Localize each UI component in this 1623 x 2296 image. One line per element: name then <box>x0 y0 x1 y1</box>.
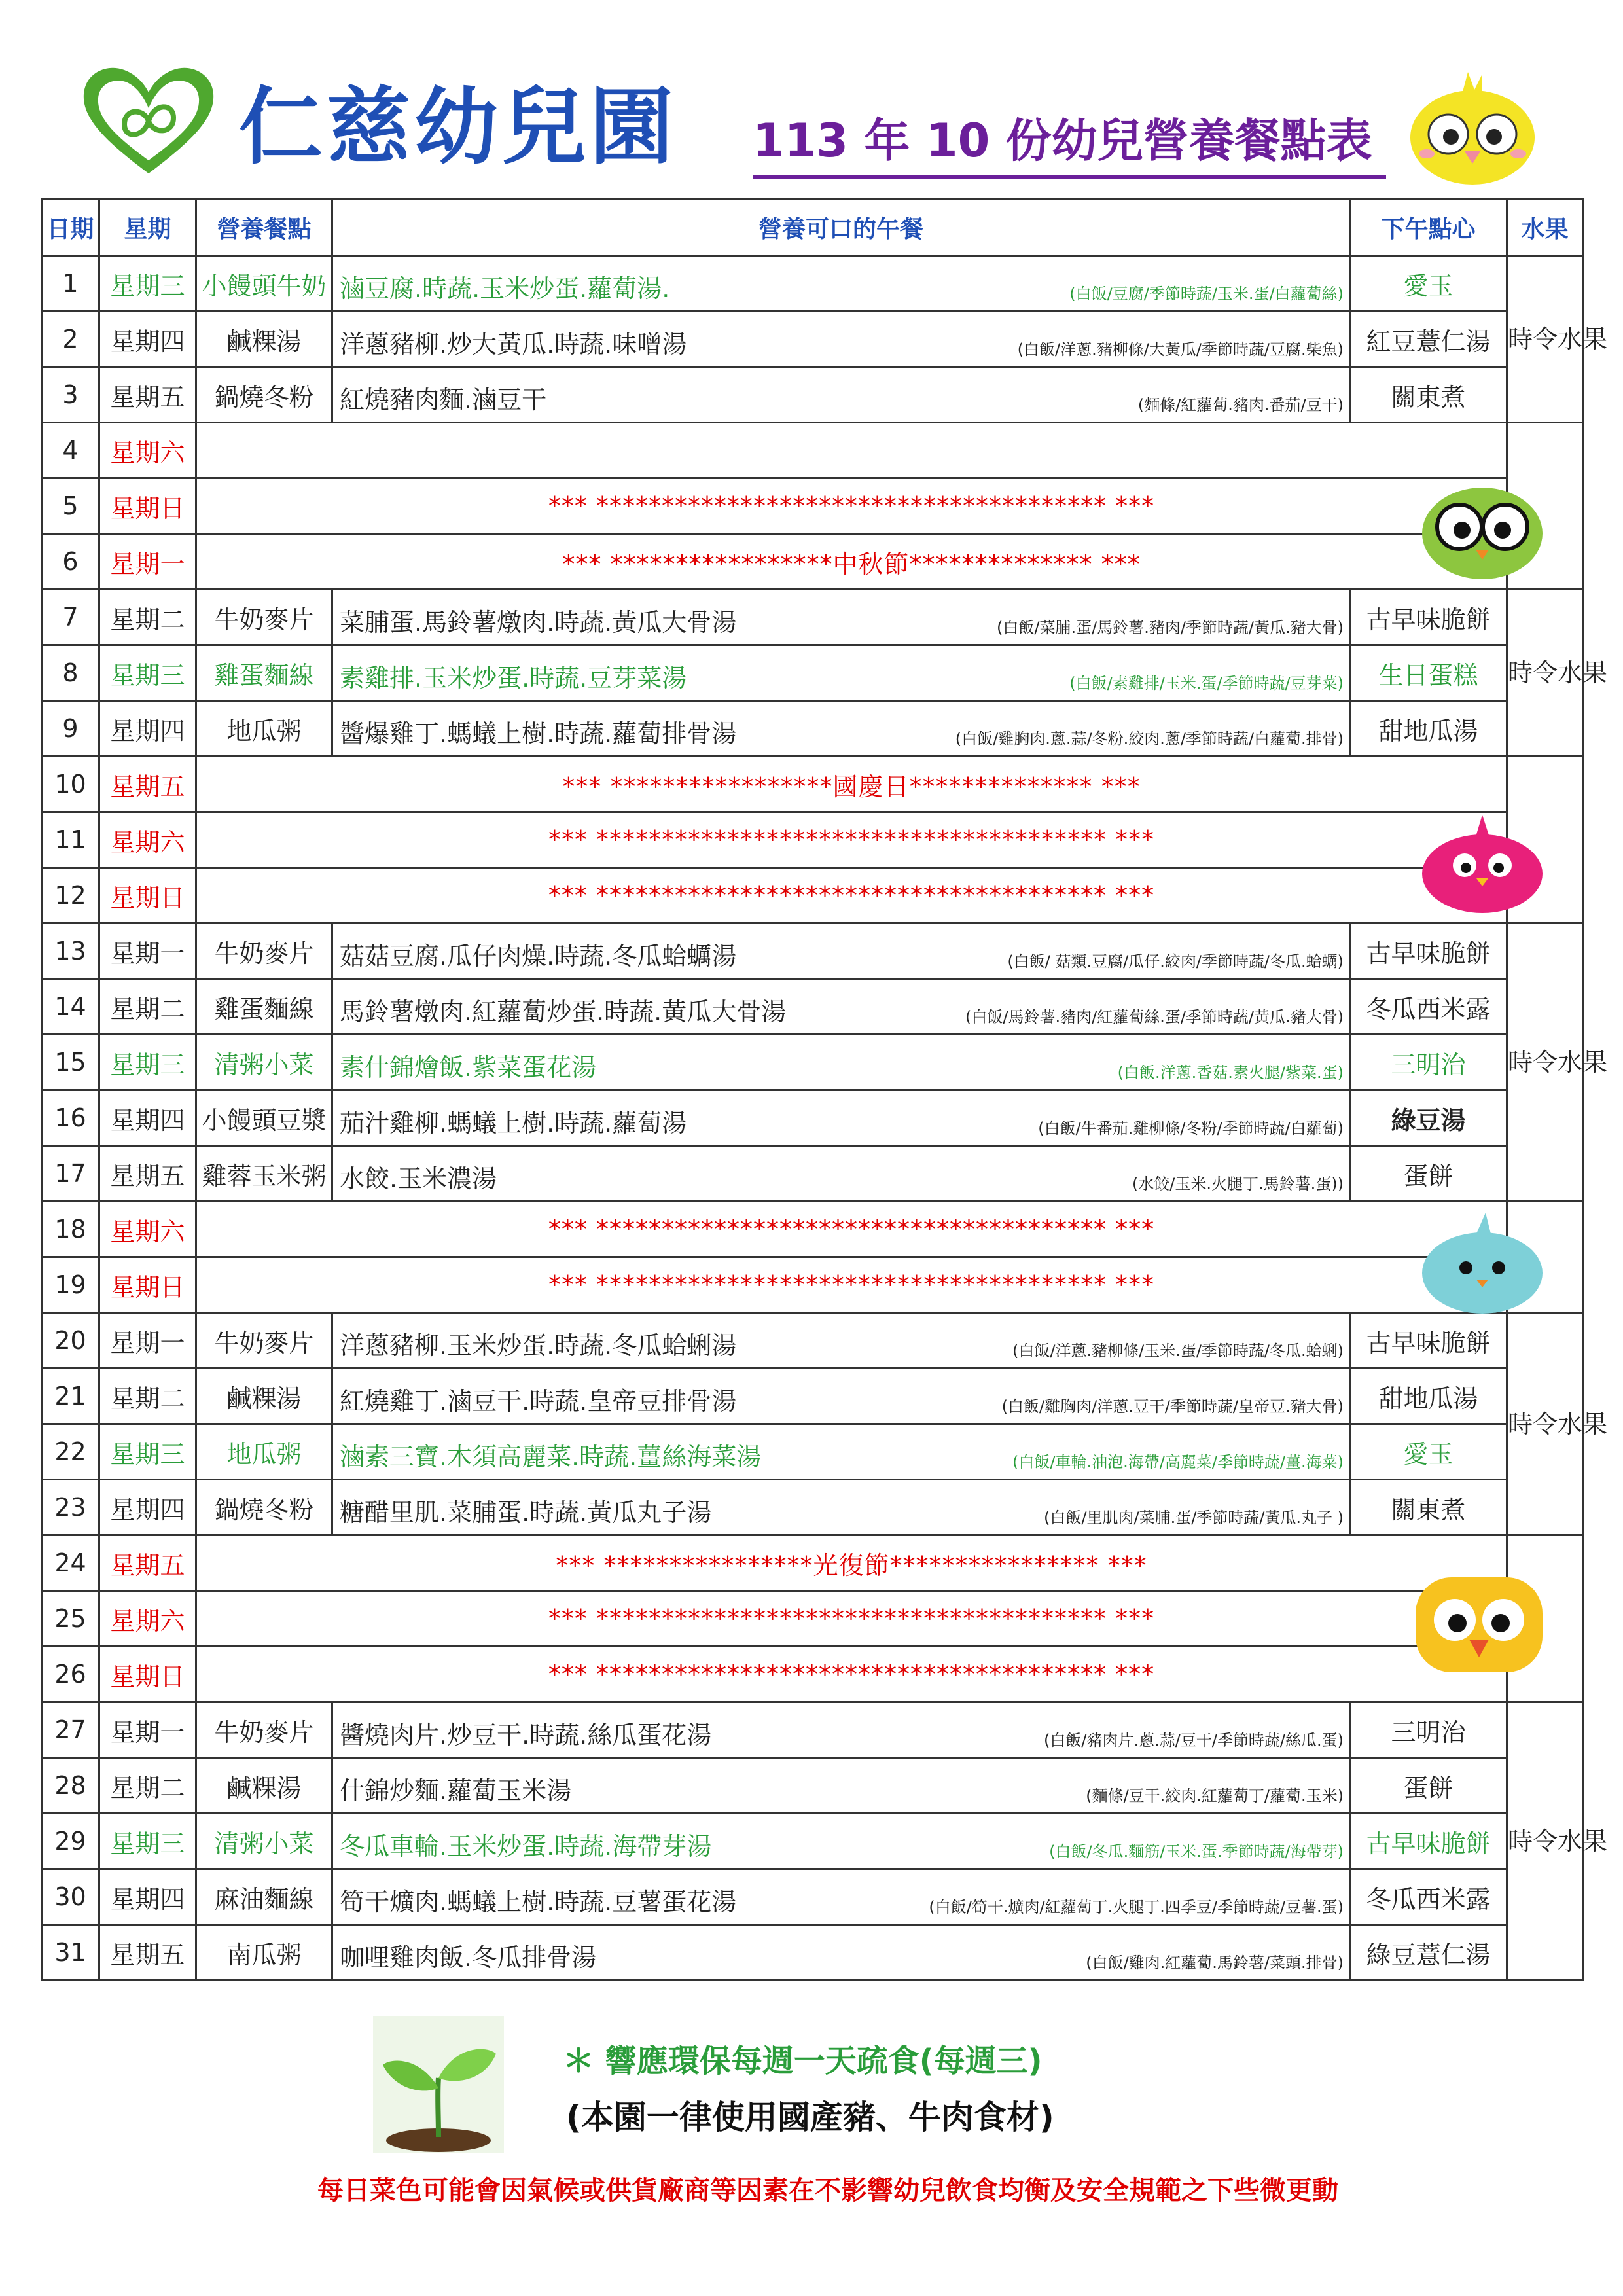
weekday-cell: 星期三 <box>99 256 196 312</box>
lunch-cell <box>332 1869 1350 1925</box>
lunch-cell <box>332 1146 1350 1202</box>
lunch-ingredients-note: (白飯/洋蔥.豬柳條/玉米.蛋/季節時蔬/冬瓜.蛤蜊) <box>1012 1342 1344 1360</box>
menu-title: 113 年 10 份幼兒營養餐點表 <box>753 114 1372 168</box>
date-cell: 29 <box>42 1814 99 1869</box>
breakfast-dish-cell: 鹹粿湯 <box>196 312 332 367</box>
table-row <box>42 1869 1583 1925</box>
weekday-cell: 星期六 <box>99 423 196 478</box>
header <box>0 0 1623 196</box>
breakfast-dish-cell: 小饅頭豆漿 <box>196 1090 332 1146</box>
lunch-menu-text: 冬瓜車輪.玉米炒蛋.時蔬.海帶芽湯 <box>340 1832 712 1861</box>
table-row <box>42 256 1583 312</box>
lunch-cell <box>332 367 1350 423</box>
weekday-cell: 星期四 <box>99 1090 196 1146</box>
breakfast-dish-cell: 牛奶麥片 <box>196 1313 332 1369</box>
date-cell: 26 <box>42 1647 99 1702</box>
breakfast-dish-cell: 鍋燒冬粉 <box>196 367 332 423</box>
weekday-cell: 星期一 <box>99 1313 196 1369</box>
holiday-cell: *** *************************************** *** <box>196 1202 1507 1257</box>
lunch-menu-text: 滷豆腐.時蔬.玉米炒蛋.蘿蔔湯. <box>340 274 670 303</box>
table-row <box>42 868 1583 924</box>
col-header-weekday: 星期 <box>99 199 196 256</box>
lunch-ingredients-note: (白飯/ 菇類.豆腐/瓜仔.絞肉/季節時蔬/冬瓜.蛤蠣) <box>1007 952 1344 971</box>
fruit-cell: 時令水果 <box>1507 1313 1583 1535</box>
snack-cell: 甜地瓜湯 <box>1350 701 1507 757</box>
fruit-cell: 時令水果 <box>1507 256 1583 423</box>
table-row <box>42 757 1583 812</box>
lunch-ingredients-note: (水餃/玉米.火腿丁.馬鈴薯.蛋)) <box>1132 1175 1344 1193</box>
date-cell: 28 <box>42 1758 99 1814</box>
breakfast-dish-cell: 清粥小菜 <box>196 1814 332 1869</box>
date-cell: 23 <box>42 1480 99 1535</box>
lunch-cell <box>332 645 1350 701</box>
weekday-cell: 星期日 <box>99 1257 196 1313</box>
lunch-ingredients-note: (白飯/筍干.爌肉/紅蘿蔔丁.火腿丁.四季豆/季節時蔬/豆薯.蛋) <box>929 1898 1344 1916</box>
weekday-cell: 星期一 <box>99 924 196 979</box>
lunch-ingredients-note: (白飯/素雞排/玉米.蛋/季節時蔬/豆芽菜) <box>1069 674 1344 692</box>
green-owl-icon <box>1414 471 1551 583</box>
snack-cell: 三明治 <box>1350 1035 1507 1090</box>
lunch-menu-text: 滷素三寶.木須高麗菜.時蔬.薑絲海菜湯 <box>340 1443 762 1471</box>
table-row <box>42 1814 1583 1869</box>
snack-cell: 古早味脆餅 <box>1350 924 1507 979</box>
empty-fruit-cell <box>1507 757 1583 812</box>
snack-cell: 紅豆薏仁湯 <box>1350 312 1507 367</box>
weekday-cell: 星期五 <box>99 367 196 423</box>
date-cell: 31 <box>42 1925 99 1981</box>
weekday-cell: 星期六 <box>99 812 196 868</box>
date-cell: 1 <box>42 256 99 312</box>
lunch-menu-text: 紅燒豬肉麵.滷豆干 <box>340 386 547 414</box>
lunch-cell <box>332 1814 1350 1869</box>
fruit-cell: 時令水果 <box>1507 924 1583 1202</box>
weekday-cell: 星期五 <box>99 1535 196 1591</box>
weekday-cell: 星期日 <box>99 478 196 534</box>
date-cell: 5 <box>42 478 99 534</box>
lunch-ingredients-note: (麵條/豆干.絞肉.紅蘿蔔丁/蘿蔔.玉米) <box>1086 1787 1344 1805</box>
table-row <box>42 1313 1583 1369</box>
col-header-lunch: 營養可口的午餐 <box>332 199 1350 256</box>
lunch-ingredients-note: (白飯/馬鈴薯.豬肉/紅蘿蔔絲.蛋/季節時蔬/黃瓜.豬大骨) <box>965 1008 1344 1026</box>
empty-fruit-cell <box>1507 423 1583 478</box>
lunch-ingredients-note: (白飯/菜脯.蛋/馬鈴薯.豬肉/季節時蔬/黃瓜.豬大骨) <box>997 619 1344 637</box>
table-row <box>42 1480 1583 1535</box>
snack-cell: 古早味脆餅 <box>1350 1814 1507 1869</box>
holiday-cell: *** *************************************** *** <box>196 1647 1507 1702</box>
lunch-menu-text: 什錦炒麵.蘿蔔玉米湯 <box>340 1776 572 1805</box>
breakfast-dish-cell: 清粥小菜 <box>196 1035 332 1090</box>
snack-cell: 蛋餅 <box>1350 1758 1507 1814</box>
vegetarian-note: ＊ 響應環保每週一天疏食(每週三) <box>563 2043 1043 2079</box>
breakfast-dish-cell: 雞蛋麵線 <box>196 979 332 1035</box>
lunch-cell <box>332 979 1350 1035</box>
weekday-cell: 星期五 <box>99 757 196 812</box>
fruit-cell: 時令水果 <box>1507 590 1583 757</box>
table-row <box>42 1758 1583 1814</box>
lunch-cell <box>332 1480 1350 1535</box>
weekday-cell: 星期五 <box>99 1146 196 1202</box>
heart-logo-icon <box>79 62 219 177</box>
lunch-cell <box>332 1035 1350 1090</box>
lunch-cell <box>332 924 1350 979</box>
date-cell: 11 <box>42 812 99 868</box>
date-cell: 9 <box>42 701 99 757</box>
school-name: 仁慈幼兒園 <box>239 79 678 176</box>
lunch-menu-text: 筍干爌肉.螞蟻上樹.時蔬.豆薯蛋花湯 <box>340 1888 737 1916</box>
date-cell: 25 <box>42 1591 99 1647</box>
date-cell: 4 <box>42 423 99 478</box>
date-cell: 6 <box>42 534 99 590</box>
table-row <box>42 1925 1583 1981</box>
yellow-chick-icon <box>1391 69 1554 190</box>
date-cell: 15 <box>42 1035 99 1090</box>
weekday-cell: 星期一 <box>99 1702 196 1758</box>
weekday-cell: 星期一 <box>99 534 196 590</box>
col-header-dish: 營養餐點 <box>196 199 332 256</box>
date-cell: 27 <box>42 1702 99 1758</box>
lunch-menu-text: 素雞排.玉米炒蛋.時蔬.豆芽菜湯 <box>340 664 687 692</box>
table-row <box>42 312 1583 367</box>
lunch-menu-text: 素什錦燴飯.紫菜蛋花湯 <box>340 1053 597 1082</box>
menu-change-disclaimer: 每日菜色可能會因氣候或供貨廠商等因素在不影響幼兒飲食均衡及安全規範之下些微更動 <box>317 2176 1338 2206</box>
table-row <box>42 1257 1583 1313</box>
lunch-ingredients-note: (白飯/豬肉片.蔥.蒜/豆干/季節時蔬/絲瓜.蛋) <box>1044 1731 1344 1749</box>
lunch-menu-text: 洋蔥豬柳.玉米炒蛋.時蔬.冬瓜蛤蜊湯 <box>340 1331 737 1360</box>
fruit-cell: 時令水果 <box>1507 1702 1583 1981</box>
snack-cell: 三明治 <box>1350 1702 1507 1758</box>
lunch-cell <box>332 1369 1350 1424</box>
table-row <box>42 1647 1583 1702</box>
snack-cell: 古早味脆餅 <box>1350 1313 1507 1369</box>
snack-cell: 關東煮 <box>1350 367 1507 423</box>
weekday-cell: 星期四 <box>99 1869 196 1925</box>
breakfast-dish-cell: 南瓜粥 <box>196 1925 332 1981</box>
table-row <box>42 478 1583 534</box>
weekday-cell: 星期三 <box>99 1424 196 1480</box>
weekday-cell: 星期四 <box>99 312 196 367</box>
holiday-cell: *** *****************國慶日************** *** <box>196 757 1507 812</box>
table-row <box>42 1090 1583 1146</box>
date-cell: 20 <box>42 1313 99 1369</box>
lunch-cell <box>332 1925 1350 1981</box>
lunch-menu-text: 咖哩雞肉飯.冬瓜排骨湯 <box>340 1943 597 1972</box>
lunch-cell <box>332 1702 1350 1758</box>
lunch-cell <box>332 701 1350 757</box>
date-cell: 7 <box>42 590 99 645</box>
table-row <box>42 1591 1583 1647</box>
lunch-menu-text: 醬爆雞丁.螞蟻上樹.時蔬.蘿蔔排骨湯 <box>340 719 737 748</box>
weekday-cell: 星期二 <box>99 1369 196 1424</box>
holiday-cell: *** *************************************** *** <box>196 1257 1507 1313</box>
date-cell: 2 <box>42 312 99 367</box>
lunch-cell <box>332 1313 1350 1369</box>
lunch-cell <box>332 1090 1350 1146</box>
snack-cell: 綠豆湯 <box>1350 1090 1507 1146</box>
orange-bird-icon <box>1404 1558 1554 1679</box>
date-cell: 30 <box>42 1869 99 1925</box>
breakfast-dish-cell: 地瓜粥 <box>196 701 332 757</box>
blue-bird-icon <box>1414 1208 1551 1316</box>
table-row <box>42 812 1583 868</box>
weekday-cell: 星期二 <box>99 590 196 645</box>
breakfast-dish-cell: 牛奶麥片 <box>196 924 332 979</box>
table-row <box>42 423 1583 478</box>
weekday-cell: 星期五 <box>99 1925 196 1981</box>
snack-cell: 冬瓜西米露 <box>1350 1869 1507 1925</box>
snack-cell: 愛玉 <box>1350 256 1507 312</box>
table-row <box>42 1424 1583 1480</box>
table-row <box>42 534 1583 590</box>
breakfast-dish-cell: 牛奶麥片 <box>196 590 332 645</box>
holiday-cell: *** *************************************** *** <box>196 478 1507 534</box>
table-row <box>42 1702 1583 1758</box>
lunch-ingredients-note: (白飯/雞胸肉/洋蔥.豆干/季節時蔬/皇帝豆.豬大骨) <box>1001 1397 1344 1416</box>
table-row <box>42 1035 1583 1090</box>
weekday-cell: 星期三 <box>99 1814 196 1869</box>
date-cell: 18 <box>42 1202 99 1257</box>
lunch-ingredients-note: (白飯/雞胸肉.蔥.蒜/冬粉.絞肉.蔥/季節時蔬/白蘿蔔.排骨) <box>955 730 1344 748</box>
table-row <box>42 924 1583 979</box>
lunch-ingredients-note: (白飯/車輪.油泡.海帶/高麗菜/季節時蔬/薑.海菜) <box>1012 1453 1344 1471</box>
date-cell: 14 <box>42 979 99 1035</box>
weekday-cell: 星期三 <box>99 645 196 701</box>
weekday-cell: 星期四 <box>99 701 196 757</box>
date-cell: 12 <box>42 868 99 924</box>
col-header-fruit: 水果 <box>1507 199 1583 256</box>
holiday-cell <box>196 423 1507 478</box>
sprout-icon <box>373 2016 504 2153</box>
table-row <box>42 701 1583 757</box>
lunch-menu-text: 醬燒肉片.炒豆干.時蔬.絲瓜蛋花湯 <box>340 1721 712 1749</box>
date-cell: 24 <box>42 1535 99 1591</box>
breakfast-dish-cell: 鹹粿湯 <box>196 1758 332 1814</box>
title-underline <box>753 175 1386 179</box>
lunch-ingredients-note: (麵條/紅蘿蔔.豬肉.番茄/豆干) <box>1137 396 1344 414</box>
lunch-ingredients-note: (白飯.洋蔥.香菇.素火腿/紫菜.蛋) <box>1117 1064 1344 1082</box>
table-row <box>42 1369 1583 1424</box>
breakfast-dish-cell: 雞蛋麵線 <box>196 645 332 701</box>
snack-cell: 綠豆薏仁湯 <box>1350 1925 1507 1981</box>
weekday-cell: 星期日 <box>99 868 196 924</box>
table-row <box>42 1146 1583 1202</box>
breakfast-dish-cell: 雞蓉玉米粥 <box>196 1146 332 1202</box>
weekday-cell: 星期日 <box>99 1647 196 1702</box>
weekday-cell: 星期三 <box>99 1035 196 1090</box>
table-row <box>42 1535 1583 1591</box>
snack-cell: 蛋餅 <box>1350 1146 1507 1202</box>
lunch-ingredients-note: (白飯/豆腐/季節時蔬/玉米.蛋/白蘿蔔絲) <box>1069 285 1344 303</box>
snack-cell: 甜地瓜湯 <box>1350 1369 1507 1424</box>
lunch-ingredients-note: (白飯/冬瓜.麵筋/玉米.蛋.季節時蔬/海帶芽) <box>1049 1842 1344 1861</box>
col-header-snack: 下午點心 <box>1350 199 1507 256</box>
lunch-menu-text: 洋蔥豬柳.炒大黃瓜.時蔬.味噌湯 <box>340 330 687 359</box>
lunch-menu-text: 菜脯蛋.馬鈴薯燉肉.時蔬.黃瓜大骨湯 <box>340 608 737 637</box>
col-header-date: 日期 <box>42 199 99 256</box>
lunch-cell <box>332 1758 1350 1814</box>
breakfast-dish-cell: 鹹粿湯 <box>196 1369 332 1424</box>
date-cell: 21 <box>42 1369 99 1424</box>
date-cell: 10 <box>42 757 99 812</box>
date-cell: 17 <box>42 1146 99 1202</box>
weekday-cell: 星期六 <box>99 1591 196 1647</box>
lunch-ingredients-note: (白飯/雞肉.紅蘿蔔.馬鈴薯/菜頭.排骨) <box>1086 1954 1344 1972</box>
breakfast-dish-cell: 牛奶麥片 <box>196 1702 332 1758</box>
lunch-menu-text: 水餃.玉米濃湯 <box>340 1164 497 1193</box>
holiday-cell: *** ****************光復節**************** *** <box>196 1535 1507 1591</box>
lunch-menu-text: 茄汁雞柳.螞蟻上樹.時蔬.蘿蔔湯 <box>340 1109 687 1138</box>
lunch-ingredients-note: (白飯/牛番茄.雞柳條/冬粉/季節時蔬/白蘿蔔) <box>1038 1119 1344 1138</box>
weekday-cell: 星期二 <box>99 979 196 1035</box>
lunch-menu-text: 馬鈴薯燉肉.紅蘿蔔炒蛋.時蔬.黃瓜大骨湯 <box>340 997 787 1026</box>
lunch-menu-text: 紅燒雞丁.滷豆干.時蔬.皇帝豆排骨湯 <box>340 1387 737 1416</box>
lunch-ingredients-note: (白飯/洋蔥.豬柳條/大黃瓜/季節時蔬/豆腐.柴魚) <box>1017 340 1344 359</box>
breakfast-dish-cell: 地瓜粥 <box>196 1424 332 1480</box>
date-cell: 16 <box>42 1090 99 1146</box>
breakfast-dish-cell: 麻油麵線 <box>196 1869 332 1925</box>
pink-bird-icon <box>1414 812 1551 913</box>
table-header-row <box>42 199 1583 256</box>
date-cell: 3 <box>42 367 99 423</box>
table-row <box>42 645 1583 701</box>
breakfast-dish-cell: 鍋燒冬粉 <box>196 1480 332 1535</box>
date-cell: 13 <box>42 924 99 979</box>
table-row <box>42 590 1583 645</box>
lunch-menu-text: 菇菇豆腐.瓜仔肉燥.時蔬.冬瓜蛤蠣湯 <box>340 942 737 971</box>
date-cell: 19 <box>42 1257 99 1313</box>
snack-cell: 生日蛋糕 <box>1350 645 1507 701</box>
snack-cell: 關東煮 <box>1350 1480 1507 1535</box>
weekday-cell: 星期二 <box>99 1758 196 1814</box>
breakfast-dish-cell: 小饅頭牛奶 <box>196 256 332 312</box>
snack-cell: 冬瓜西米露 <box>1350 979 1507 1035</box>
table-row <box>42 1202 1583 1257</box>
lunch-menu-text: 糖醋里肌.菜脯蛋.時蔬.黃瓜丸子湯 <box>340 1498 712 1527</box>
meat-source-note: (本園一律使用國產豬、牛肉食材) <box>566 2098 1054 2136</box>
holiday-cell: *** *************************************** *** <box>196 1591 1507 1647</box>
weekday-cell: 星期四 <box>99 1480 196 1535</box>
lunch-ingredients-note: (白飯/里肌肉/菜脯.蛋/季節時蔬/黃瓜.丸子 ) <box>1044 1509 1344 1527</box>
holiday-cell: *** *************************************** *** <box>196 868 1507 924</box>
holiday-cell: *** *****************中秋節************** *** <box>196 534 1507 590</box>
lunch-cell <box>332 1424 1350 1480</box>
lunch-cell <box>332 312 1350 367</box>
table-row <box>42 979 1583 1035</box>
snack-cell: 古早味脆餅 <box>1350 590 1507 645</box>
table-row <box>42 367 1583 423</box>
date-cell: 8 <box>42 645 99 701</box>
snack-cell: 愛玉 <box>1350 1424 1507 1480</box>
lunch-cell <box>332 256 1350 312</box>
meal-table <box>41 198 1608 1981</box>
date-cell: 22 <box>42 1424 99 1480</box>
holiday-cell: *** *************************************** *** <box>196 812 1507 868</box>
weekday-cell: 星期六 <box>99 1202 196 1257</box>
lunch-cell <box>332 590 1350 645</box>
